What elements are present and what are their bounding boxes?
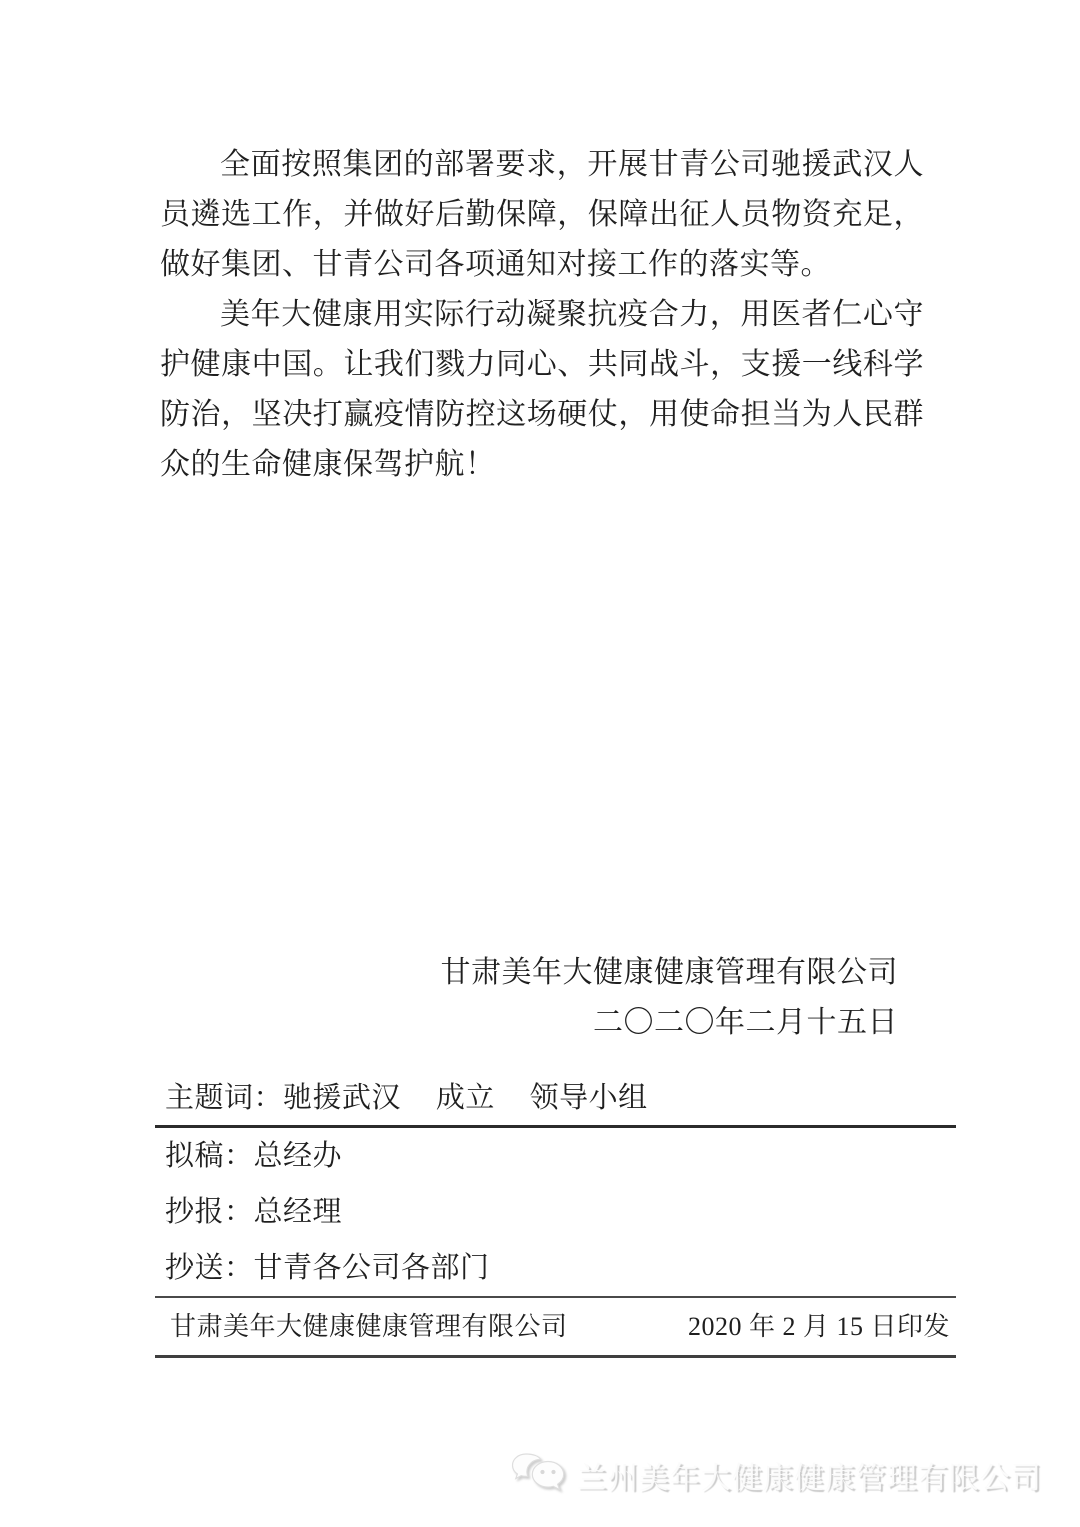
colophon-block (155, 1078, 956, 1358)
copy-send-label: 抄送： (165, 1252, 254, 1284)
colophon-issuer: 甘肃美年大健康健康管理有限公司 (170, 1312, 568, 1341)
signature-company: 甘肃美年大健康健康管理有限公司 (440, 956, 898, 989)
copy-report-row (155, 1184, 956, 1240)
copy-report-label: 抄报： (165, 1196, 254, 1228)
signature-date: 二〇二〇年二月十五日 (593, 1006, 898, 1039)
subject-term: 领导小组 (529, 1082, 648, 1114)
drafter-label: 拟稿： (165, 1140, 254, 1172)
drafter-row (155, 1128, 956, 1184)
paragraph-closing: 美年大健康用实际行动凝聚抗疫合力，用医者仁心守护健康中国。让我们戮力同心、共同战斗，支援一线科学防治，坚决打赢疫情防控这场硬仗，用使命担当为人民群众的生命健康保驾护航！ (160, 298, 924, 481)
account-watermark (511, 1448, 1042, 1502)
watermark-account-name: 兰州美年大健康健康管理有限公司 (577, 1462, 1042, 1495)
subject-term: 驰援武汉 (283, 1082, 402, 1114)
signature-block (441, 948, 899, 1048)
copy-send-row (155, 1240, 956, 1296)
subject-row (155, 1078, 956, 1125)
subject-term: 成立 (435, 1082, 495, 1114)
paragraph-deployment: 全面按照集团的部署要求，开展甘青公司驰援武汉人员遴选工作，并做好后勤保障，保障出征人员物资充足，做好集团、甘青公司各项通知对接工作的落实等。 (160, 148, 924, 281)
colophon-print-date: 2020 年 2 月 15 日印发 (687, 1312, 950, 1341)
wechat-icon (511, 1452, 567, 1498)
copy-send-value: 甘青各公司各部门 (253, 1252, 490, 1284)
document-body (160, 140, 924, 490)
drafter-value: 总经办 (253, 1140, 343, 1172)
subject-label: 主题词： (165, 1082, 284, 1114)
copy-report-value: 总经理 (253, 1196, 343, 1228)
colophon-bottom-rule (155, 1355, 956, 1358)
colophon-row (155, 1298, 956, 1355)
